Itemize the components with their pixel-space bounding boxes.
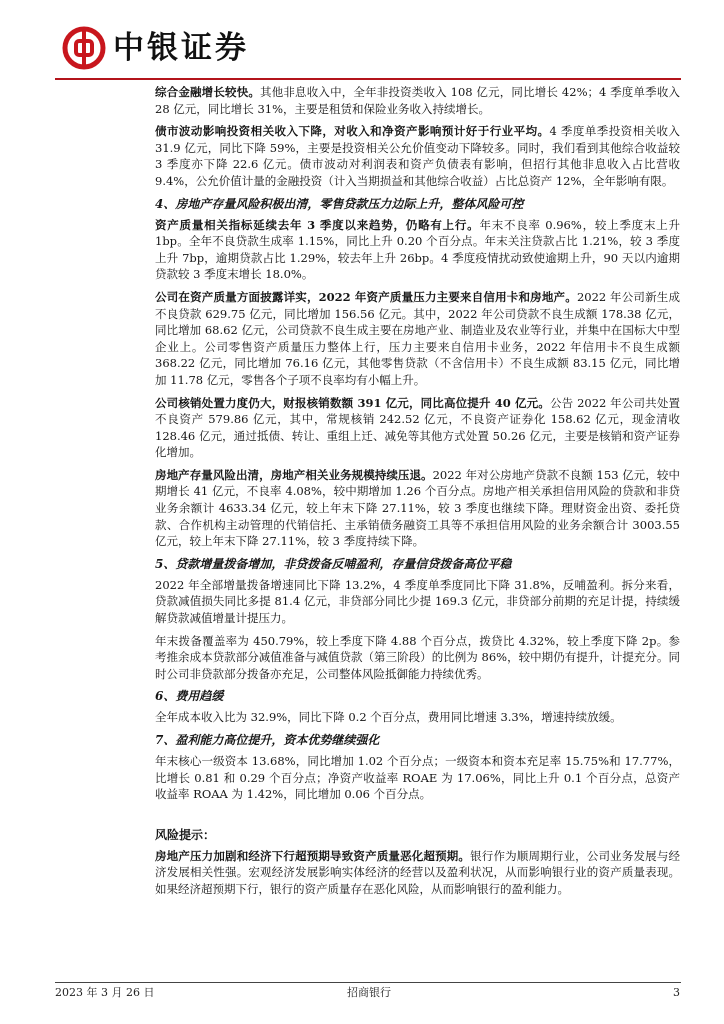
footer-divider: [55, 982, 681, 983]
paragraph-lead: 综合金融增长较快。: [155, 85, 261, 99]
page-number: 3: [673, 986, 680, 999]
paragraph-text: 2022 年公司新生成不良贷款 629.75 亿元，同比增加 156.56 亿元。其中，2022 年公司贷款不良生成额 178.38 亿元，同比增加 68.62 亿元，公司贷款不良生成主要在房地产业、制造业及农业等行业，并集中在国标大中型企业上。公司零售资产质量压力整体上行，压力主要来自信用卡业务，2022 年信用卡不良生成额 368.22 亿元，同比增加 76.16 亿元，其他零售贷款（不含信用卡）不良生成额 83.15 亿元，同比增加 11.78 亿元，零售各个子项不良率均有小幅上升。: [155, 289, 680, 387]
paragraph-text: 公告 2022 年公司共处置不良资产 579.86 亿元，其中，常规核销 242.52 亿元，不良资产证券化 158.62 亿元，现金清收 128.46 亿元，通过抵债、转让、重组上迁、减免等其他方式处置 50.26 亿元，主要是核销和资产证券化增加。: [155, 395, 680, 460]
paragraph-lead: 公司核销处置力度仍大，财报核销数额 391 亿元，同比高位提升 40 亿元。: [155, 395, 550, 410]
paragraph-text: 2022 年对公房地产贷款不良额 153 亿元，较中期增长 41 亿元，不良率 4.08%，较中期增加 1.26 个百分点。房地产相关承担信用风险的贷款和非贷业务余额计 4633.34 亿元，较上年末下降 27.11%，较 3 季度也继续下降。理财资金出资、委托贷款、合作机构主动管理的代销信托、主承销债务融资工具等不承担信用风险的业务余额合计 3003.55 亿元，较上年末下降 27.11%，较 3 季度持续下降。: [155, 467, 680, 549]
brand-name: 中银证券: [113, 30, 249, 66]
section-heading: 6、费用趋缓: [155, 689, 224, 704]
risk-warning-title: 风险提示：: [155, 827, 216, 842]
footer-company: 招商银行: [347, 986, 391, 999]
paragraph: [155, 467, 680, 550]
paragraph-text: 年末拨备覆盖率为 450.79%，较上季度下降 4.88 个百分点，拨贷比 4.32%，较上季度下降 2p。参考推余成本贷款部分减值准备与减值贷款（第三阶段）的比例为 86%，较中期仍有提升，计提充分。同时公司非贷款部分拨备亦充足，公司整体风险抵御能力持续优秀。: [155, 633, 680, 681]
paragraph: [155, 123, 680, 189]
paragraph-text: 年末核心一级资本 13.68%，同比增加 1.02 个百分点；一级资本和资本充足率 15.75%和 17.77%，比增长 0.81 和 0.29 个百分点；净资产收益率 ROAE 为 17.06%，同比上升 0.1 个百分点，总资产收益率 ROAA 为 1.42%，同比增加 0.06 个百分点。: [155, 754, 680, 802]
paragraph-text: 4 季度单季投资相关收入 31.9 亿元，同比下降 59%，主要是投资相关公允价值变动下降较多。同时，我们看到其他综合收益较 3 季度亦下降 22.6 亿元。债市波动对利润表和资产负债表有影响，但招行其他非息收入占比营收 9.4%，公允价值计量的金融投资（计入当期损益和其他综合收益）占比总资产 12%，全年影响有限。: [155, 124, 680, 188]
paragraph-text: 年末不良率 0.96%，较上季度末上升 1bp。全年不良贷款生成率 1.15%，同比上升 0.20 个百分点。年末关注贷款占比 1.21%，较 3 季度上升 7bp，逾期贷款占比 1.29%，较去年上升 26bp。4 季度疫情扰动致使逾期上升，90 天以内逾期贷款较 3 季度末增长 18.0%。: [155, 217, 680, 282]
paragraph-lead: 资产质量相关指标延续去年 3 季度以来趋势，仍略有上行。: [155, 217, 480, 232]
paragraph: [155, 84, 680, 117]
paragraph-text: 其他非息收入中，全年非投资类收入 108 亿元，同比增长 42%；4 季度单季收入 28 亿元，同比增长 31%，主要是租赁和保险业务收入持续增长。: [155, 85, 680, 116]
paragraph: [155, 753, 680, 803]
paragraph-text: 2022 年全部增量拨备增速同比下降 13.2%，4 季度单季度同比下降 31.8%，反哺盈利。拆分来看，贷款减值损失同比多提 81.4 亿元，非贷部分同比少提 169.3 亿元，非贷部分前期的充足计提，持续缓解贷款减值增量计提压力。: [155, 577, 680, 626]
section-heading: 4、房地产存量风险积极出清，零售贷款压力边际上升，整体风险可控: [155, 196, 524, 211]
footer-date: 2023 年 3 月 26 日: [55, 986, 155, 999]
paragraph-text: 银行作为顺周期行业，公司业务发展与经济发展相关性强。宏观经济发展影响实体经济的经营以及盈利状况，从而影响银行业的资产质量表现。如果经济超预期下行，银行的资产质量存在恶化风险，从而影响银行的盈利能力。: [155, 848, 681, 896]
paragraph: [155, 289, 680, 389]
header-divider: [55, 78, 681, 80]
page-header: [0, 0, 724, 82]
paragraph: [155, 709, 680, 726]
section-heading: 5、贷款增量拨备增加，非贷拨备反哺盈利，存量信贷拨备高位平稳: [155, 556, 512, 571]
paragraph: [155, 395, 680, 461]
paragraph: [155, 577, 680, 627]
report-body: [155, 84, 680, 904]
paragraph-lead: 房地产存量风险出清，房地产相关业务规模持续压退。: [155, 467, 433, 482]
section-heading: 7、盈利能力高位提升，资本优势继续强化: [155, 733, 380, 747]
paragraph: [155, 633, 680, 683]
paragraph: [155, 217, 680, 283]
risk-paragraph: [155, 848, 680, 898]
paragraph-lead: 房地产压力加剧和经济下行超预期导致资产质量恶化超预期。: [155, 848, 471, 863]
paragraph-text: 全年成本收入比为 32.9%，同比下降 0.2 个百分点，费用同比增速 3.3%，增速持续放缓。: [155, 710, 622, 725]
bank-of-china-logo-icon: [62, 26, 106, 70]
paragraph-lead: 公司在资产质量方面披露详实，2022 年资产质量压力主要来自信用卡和房地产。: [155, 289, 577, 304]
paragraph-lead: 债市波动影响投资相关收入下降，对收入和净资产影响预计好于行业平均。: [155, 124, 550, 139]
